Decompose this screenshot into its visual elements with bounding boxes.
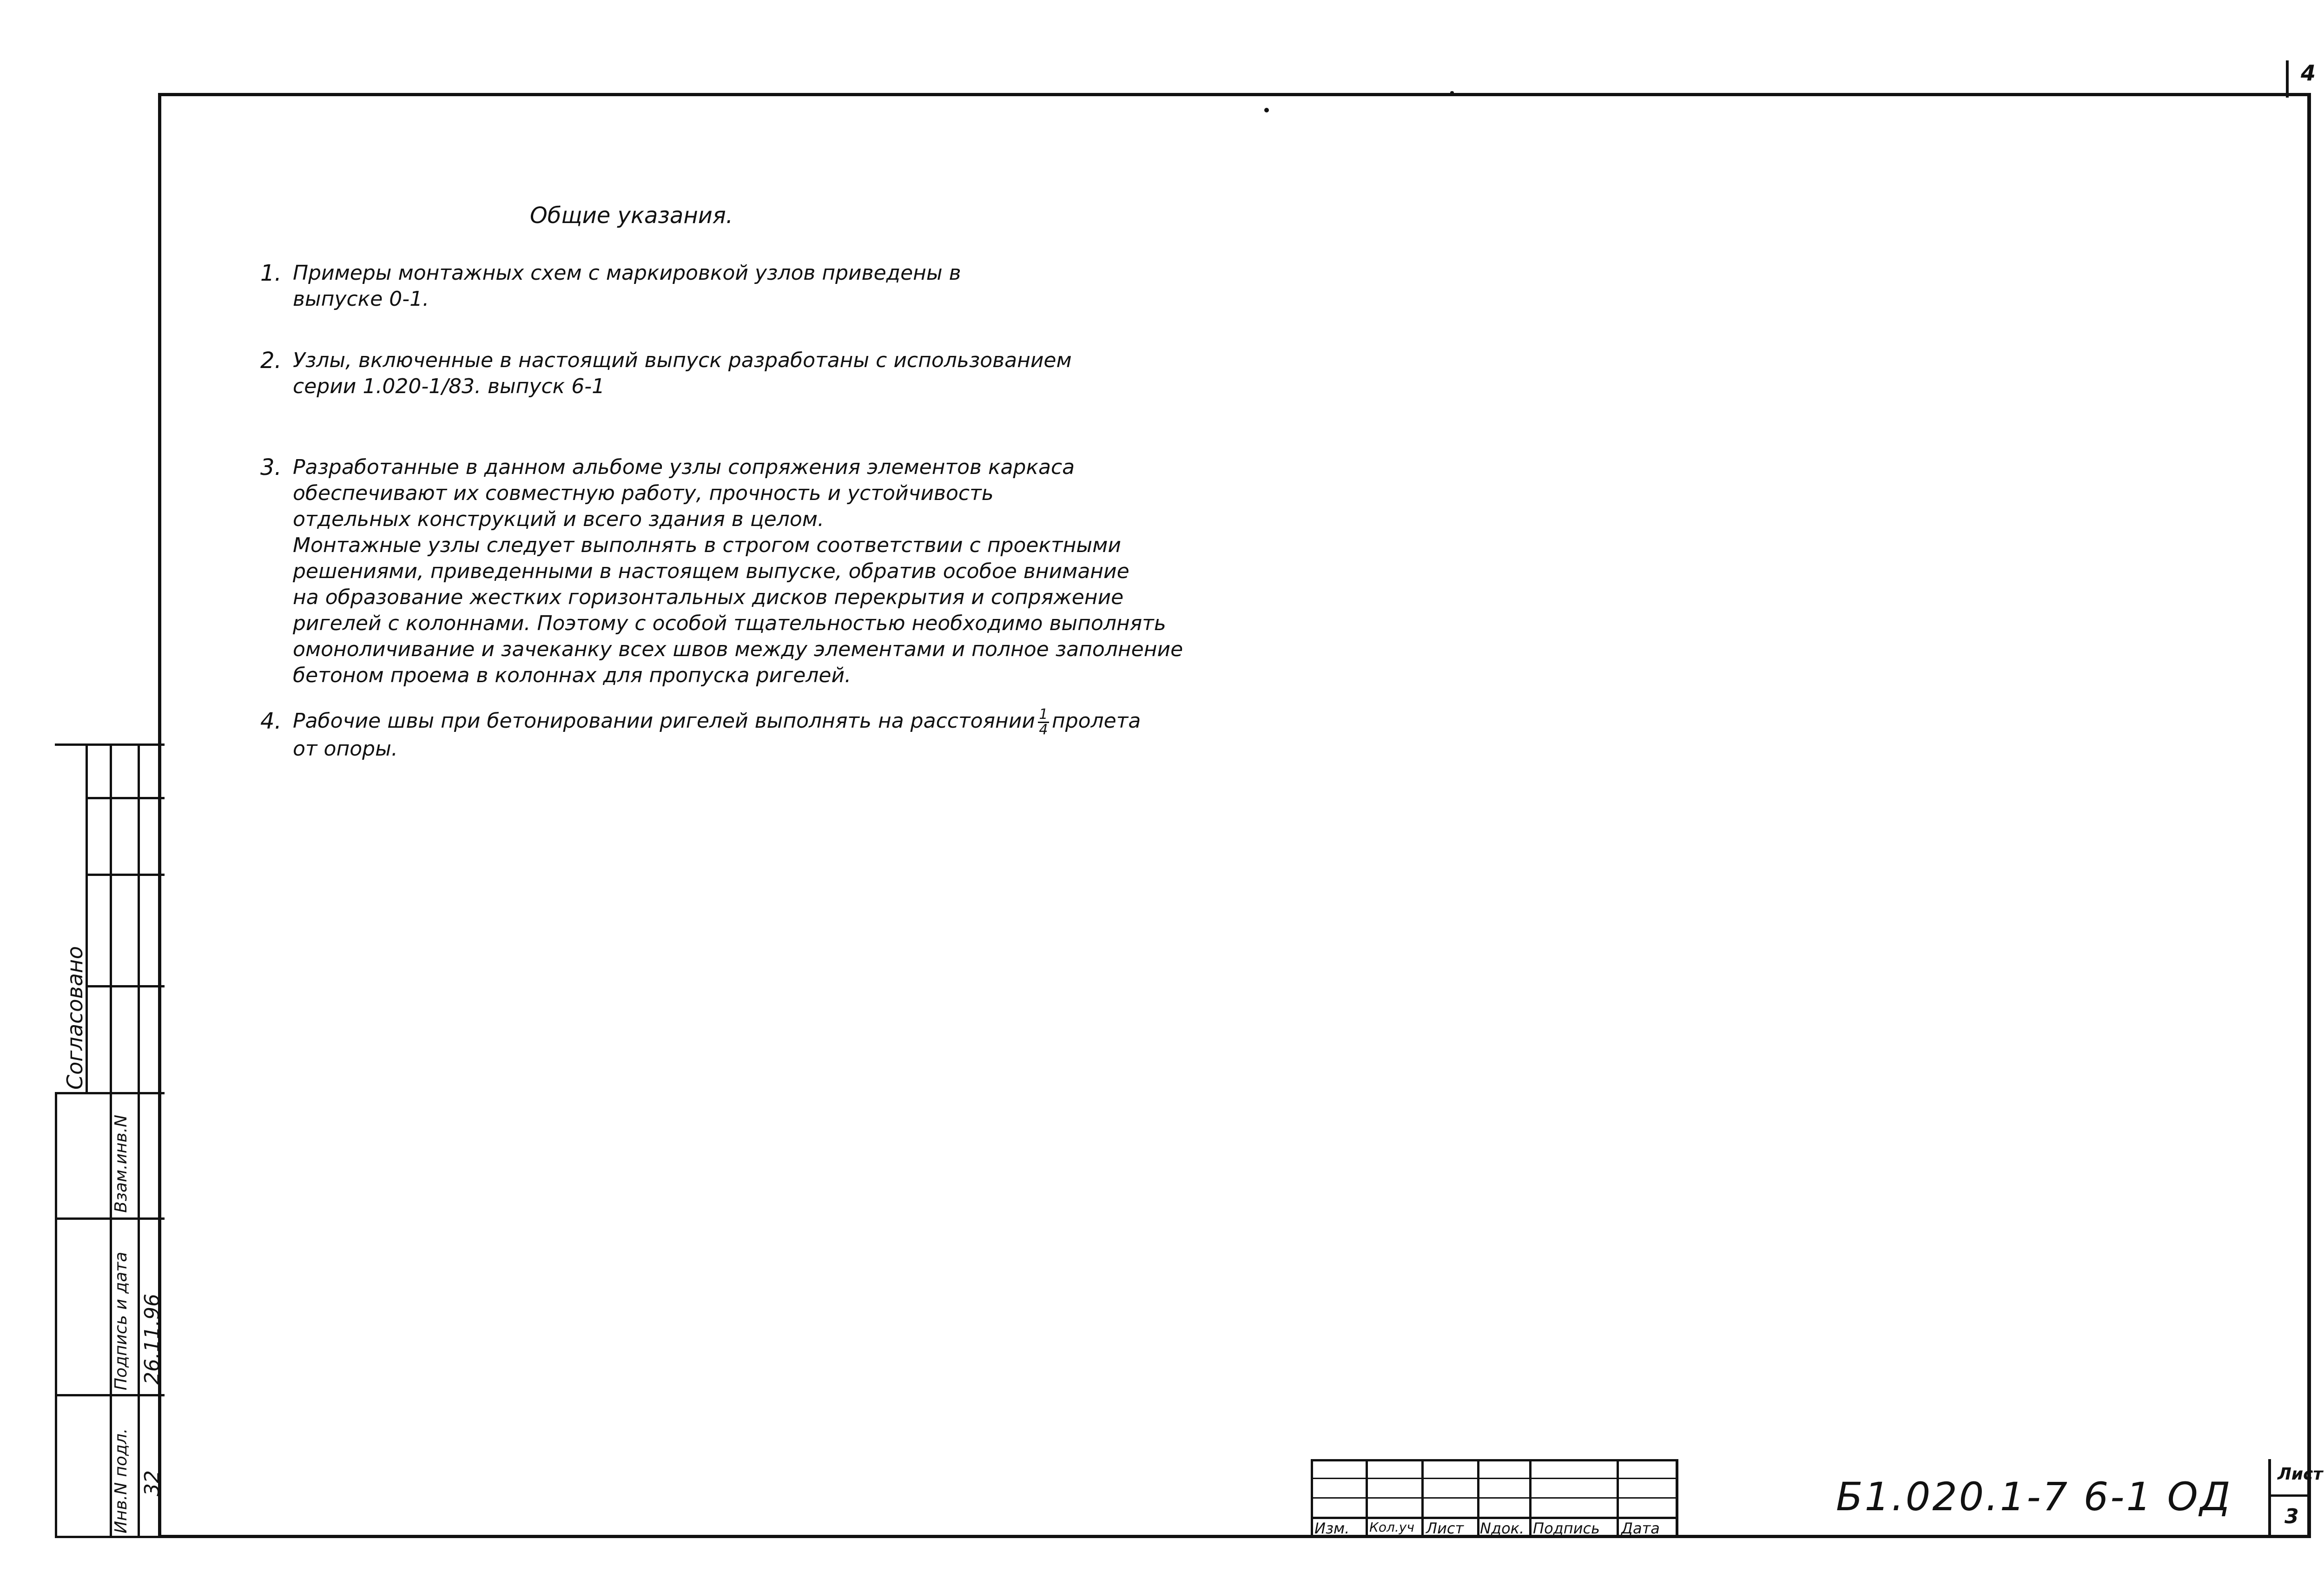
notes-list — [260, 260, 1283, 762]
note-number: 4. — [260, 708, 282, 734]
stamp-line — [55, 1092, 57, 1538]
stamp-line — [138, 743, 140, 1538]
inv-value: 32 — [140, 1470, 164, 1496]
note-1 — [260, 260, 1283, 314]
note-text-after: пролета от опоры. — [293, 709, 1141, 761]
sheet-number: 3 — [2284, 1505, 2299, 1528]
tb-line — [1421, 1459, 1424, 1538]
tb-header-count: Кол.уч — [1369, 1520, 1414, 1535]
tb-header-change: Изм. — [1314, 1520, 1350, 1537]
corner-tick — [2286, 60, 2289, 98]
page-title: Общие указания. — [530, 203, 733, 229]
note-2 — [260, 348, 1283, 401]
stamp-line — [55, 1217, 165, 1220]
sign-date-value: 26.11.96 — [140, 1294, 164, 1385]
tb-line — [1311, 1459, 1313, 1538]
fraction-numerator: 1 — [1039, 706, 1048, 723]
note-text: Узлы, включенные в настоящий выпуск разработаны с использованием серии 1.020-1/83. выпуск 6-1 — [293, 349, 1072, 398]
fraction — [1038, 706, 1049, 738]
agreed-label: Согласовано — [62, 946, 87, 1090]
note-number: 3. — [260, 454, 282, 480]
document-code: Б1.020.1-7 6-1 ОД — [1836, 1474, 2232, 1520]
tb-line — [2268, 1494, 2311, 1497]
fraction-denominator: 4 — [1039, 721, 1048, 738]
tb-header-date: Дата — [1621, 1520, 1660, 1537]
tb-line — [1366, 1459, 1368, 1538]
side-stamp — [55, 743, 165, 1538]
page-number: 4 — [2301, 60, 2316, 86]
note-3 — [260, 454, 1283, 689]
replace-inv-label: Взам.инв.N — [112, 1114, 131, 1213]
title-block — [1311, 1459, 2323, 1538]
note-text-before: Рабочие швы при бетонировании ригелей выполнять на расстоянии — [293, 709, 1035, 733]
sign-date-label: Подпись и дата — [112, 1251, 131, 1390]
tb-line — [1529, 1459, 1532, 1538]
stamp-line — [86, 874, 165, 876]
tb-header-sheet: Лист — [1426, 1520, 1464, 1537]
speck — [1450, 91, 1454, 94]
stamp-line — [55, 1092, 165, 1094]
note-4 — [260, 708, 1283, 762]
stamp-line — [55, 1536, 165, 1538]
speck — [1264, 108, 1269, 112]
tb-header-doc: Nдок. — [1480, 1520, 1525, 1537]
tb-line — [2268, 1459, 2271, 1538]
tb-line — [1617, 1459, 1619, 1538]
tb-line — [1477, 1459, 1479, 1538]
sheet-label: Лист — [2278, 1465, 2323, 1484]
note-text: Разработанные в данном альбоме узлы сопряжения элементов каркаса обеспечивают их совместную работу, прочность и устойчивость отдельных конструкций и всего здания в целом. Монтажные узлы следует выполнять в строгом соответствии с проектными решениями, приведенными в настоящем выпуске, обратив особое внимание на образование жестких горизонтальных дисков перекрытия и сопряжение ригелей с колоннами. Поэтому с особой тщательностью необходимо выполнять омоноличивание и зачеканку всех швов между элементами и полное заполнение бетоном проема в колоннах для пропуска ригелей. — [293, 455, 1183, 687]
note-number: 2. — [260, 348, 282, 374]
frame-right-edge — [2307, 93, 2310, 1538]
stamp-line — [55, 1394, 165, 1396]
stamp-line — [86, 797, 165, 799]
stamp-line — [86, 985, 165, 987]
tb-line — [1676, 1459, 1678, 1538]
note-number: 1. — [260, 260, 282, 286]
note-text: Примеры монтажных схем с маркировкой узлов приведены в выпуске 0-1. — [293, 261, 961, 311]
tb-header-signature: Подпись — [1533, 1520, 1600, 1537]
note-text — [260, 708, 1283, 762]
inv-label: Инв.N подл. — [112, 1428, 131, 1533]
